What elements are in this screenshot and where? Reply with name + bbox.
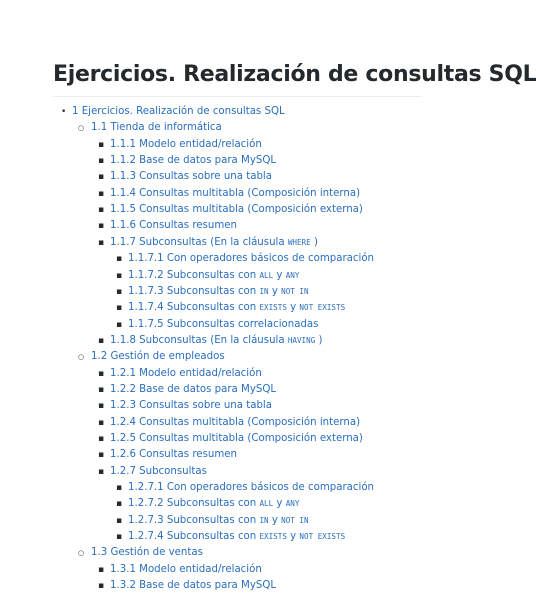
- toc-link-level-4[interactable]: [128, 301, 345, 315]
- list-bullet-icon: [116, 530, 122, 544]
- list-bullet-icon: [98, 448, 104, 462]
- list-bullet-icon: [98, 219, 104, 233]
- inline-code: NOT IN: [281, 287, 309, 296]
- inline-code: NOT EXISTS: [299, 303, 346, 312]
- toc-link-label: y: [268, 515, 282, 526]
- list-bullet-icon: [78, 350, 84, 364]
- inline-code: HAVING: [287, 336, 316, 345]
- list-bullet-icon: [98, 563, 104, 577]
- toc-link-label: 1.1.7.1 Con operadores básicos de comparación: [128, 253, 375, 264]
- inline-code: ANY: [285, 499, 300, 508]
- toc-link-label: y: [286, 302, 300, 313]
- toc-link-label: 1.1.7.3 Subconsultas con: [128, 286, 260, 297]
- toc-link-label: 1.3 Gestión de ventas: [91, 547, 203, 558]
- list-bullet-icon: [98, 416, 104, 430]
- toc-link-label: 1.1.5 Consultas multitabla (Composición externa): [110, 204, 363, 215]
- toc-link-label: 1.1.4 Consultas multitabla (Composición interna): [110, 188, 361, 199]
- toc-link-level-3[interactable]: [110, 138, 262, 152]
- toc-link-level-3[interactable]: [110, 579, 276, 593]
- toc-link-level-3[interactable]: [110, 448, 237, 462]
- toc-link-label: 1.2.7.3 Subconsultas con: [128, 515, 260, 526]
- list-bullet-icon: [78, 546, 84, 560]
- toc-link-label: y: [273, 270, 286, 281]
- toc-link-label: 1.2.6 Consultas resumen: [110, 449, 237, 460]
- toc-link-level-2[interactable]: [91, 350, 225, 364]
- list-bullet-icon: [98, 432, 104, 446]
- toc-link-level-3[interactable]: [110, 154, 276, 168]
- list-bullet-icon: [98, 579, 104, 593]
- list-bullet-icon: [98, 154, 104, 168]
- toc-link-label: 1.2.7 Subconsultas: [110, 466, 207, 477]
- toc-link-label: 1.1.1 Modelo entidad/relación: [110, 139, 262, 150]
- list-bullet-icon: [98, 203, 104, 217]
- toc-link-label: ): [315, 335, 323, 346]
- inline-code: WHERE: [287, 238, 311, 247]
- toc-link-level-3[interactable]: [110, 203, 363, 217]
- toc-link-label: 1.2 Gestión de empleados: [91, 351, 225, 362]
- toc-link-level-3[interactable]: [110, 399, 272, 413]
- toc-link-level-3[interactable]: [110, 563, 262, 577]
- toc-link-label: 1.1.7.2 Subconsultas con: [128, 270, 260, 281]
- list-bullet-icon: [98, 367, 104, 381]
- toc-link-level-3[interactable]: [110, 187, 360, 201]
- title-divider: [53, 96, 421, 97]
- toc-link-label: y: [273, 498, 286, 509]
- toc-link-label: 1.2.1 Modelo entidad/relación: [110, 368, 262, 379]
- list-bullet-icon: [98, 334, 104, 348]
- toc-link-level-4[interactable]: [128, 269, 299, 283]
- toc-link-label: 1.2.4 Consultas multitabla (Composición interna): [110, 417, 361, 428]
- toc-link-label: 1.1.7.5 Subconsultas correlacionadas: [128, 319, 319, 330]
- toc-link-label: 1 Ejercicios. Realización de consultas SQL: [72, 106, 285, 117]
- toc-link-level-4[interactable]: [128, 497, 299, 511]
- toc-link-label: 1.1.7.4 Subconsultas con: [128, 302, 260, 313]
- toc-link-label: ): [310, 237, 318, 248]
- inline-code: ANY: [285, 271, 300, 280]
- inline-code: IN: [259, 287, 269, 296]
- page-title: Ejercicios. Realización de consultas SQL: [53, 62, 536, 87]
- toc-link-label: 1.1.8 Subconsultas (En la cláusula: [110, 335, 288, 346]
- inline-code: ALL: [259, 271, 274, 280]
- toc-link-level-3[interactable]: [110, 383, 276, 397]
- toc-link-label: 1.1.3 Consultas sobre una tabla: [110, 171, 272, 182]
- toc-link-label: 1.2.5 Consultas multitabla (Composición externa): [110, 433, 363, 444]
- list-bullet-icon: [98, 170, 104, 184]
- inline-code: ALL: [259, 499, 274, 508]
- toc-link-label: 1.1 Tienda de informática: [91, 122, 222, 133]
- toc-link-level-3[interactable]: [110, 219, 237, 233]
- toc-link-level-1[interactable]: [72, 105, 285, 119]
- toc-link-level-4[interactable]: [128, 285, 309, 299]
- inline-code: NOT IN: [281, 516, 309, 525]
- toc-link-level-3[interactable]: [110, 236, 318, 250]
- list-bullet-icon: [116, 481, 122, 495]
- list-bullet-icon: [98, 187, 104, 201]
- toc-link-level-4[interactable]: [128, 514, 309, 528]
- list-bullet-icon: [61, 105, 66, 119]
- list-bullet-icon: [116, 269, 122, 283]
- list-bullet-icon: [116, 497, 122, 511]
- toc-link-label: 1.2.3 Consultas sobre una tabla: [110, 400, 272, 411]
- toc-link-level-3[interactable]: [110, 367, 262, 381]
- toc-link-level-4[interactable]: [128, 481, 374, 495]
- toc-link-level-3[interactable]: [110, 334, 323, 348]
- list-bullet-icon: [98, 138, 104, 152]
- toc-link-level-4[interactable]: [128, 252, 374, 266]
- list-bullet-icon: [116, 318, 122, 332]
- list-bullet-icon: [98, 399, 104, 413]
- toc-link-label: 1.1.7 Subconsultas (En la cláusula: [110, 237, 288, 248]
- toc-link-level-3[interactable]: [110, 170, 272, 184]
- toc-link-label: 1.1.6 Consultas resumen: [110, 220, 237, 231]
- toc-link-label: 1.2.7.4 Subconsultas con: [128, 531, 260, 542]
- toc-link-label: 1.2.2 Base de datos para MySQL: [110, 384, 277, 395]
- inline-code: IN: [259, 516, 269, 525]
- toc-link-level-3[interactable]: [110, 432, 363, 446]
- list-bullet-icon: [116, 514, 122, 528]
- toc-link-level-3[interactable]: [110, 465, 207, 479]
- list-bullet-icon: [98, 465, 104, 479]
- list-bullet-icon: [116, 301, 122, 315]
- inline-code: EXISTS: [259, 303, 287, 312]
- toc-link-level-4[interactable]: [128, 318, 318, 332]
- toc-link-level-2[interactable]: [91, 121, 222, 135]
- list-bullet-icon: [98, 236, 104, 250]
- list-bullet-icon: [78, 121, 84, 135]
- toc-link-level-4[interactable]: [128, 530, 345, 544]
- list-bullet-icon: [116, 252, 122, 266]
- toc-link-level-2[interactable]: [91, 546, 203, 560]
- toc-link-label: 1.3.1 Modelo entidad/relación: [110, 564, 262, 575]
- toc-link-label: 1.3.2 Base de datos para MySQL: [110, 580, 277, 591]
- list-bullet-icon: [98, 383, 104, 397]
- inline-code: NOT EXISTS: [299, 532, 346, 541]
- toc-link-label: y: [268, 286, 282, 297]
- toc-link-label: 1.2.7.2 Subconsultas con: [128, 498, 260, 509]
- toc-link-label: 1.2.7.1 Con operadores básicos de comparación: [128, 482, 375, 493]
- list-bullet-icon: [116, 285, 122, 299]
- inline-code: EXISTS: [259, 532, 287, 541]
- toc-link-level-3[interactable]: [110, 416, 360, 430]
- toc-link-label: 1.1.2 Base de datos para MySQL: [110, 155, 277, 166]
- toc-link-label: y: [286, 531, 300, 542]
